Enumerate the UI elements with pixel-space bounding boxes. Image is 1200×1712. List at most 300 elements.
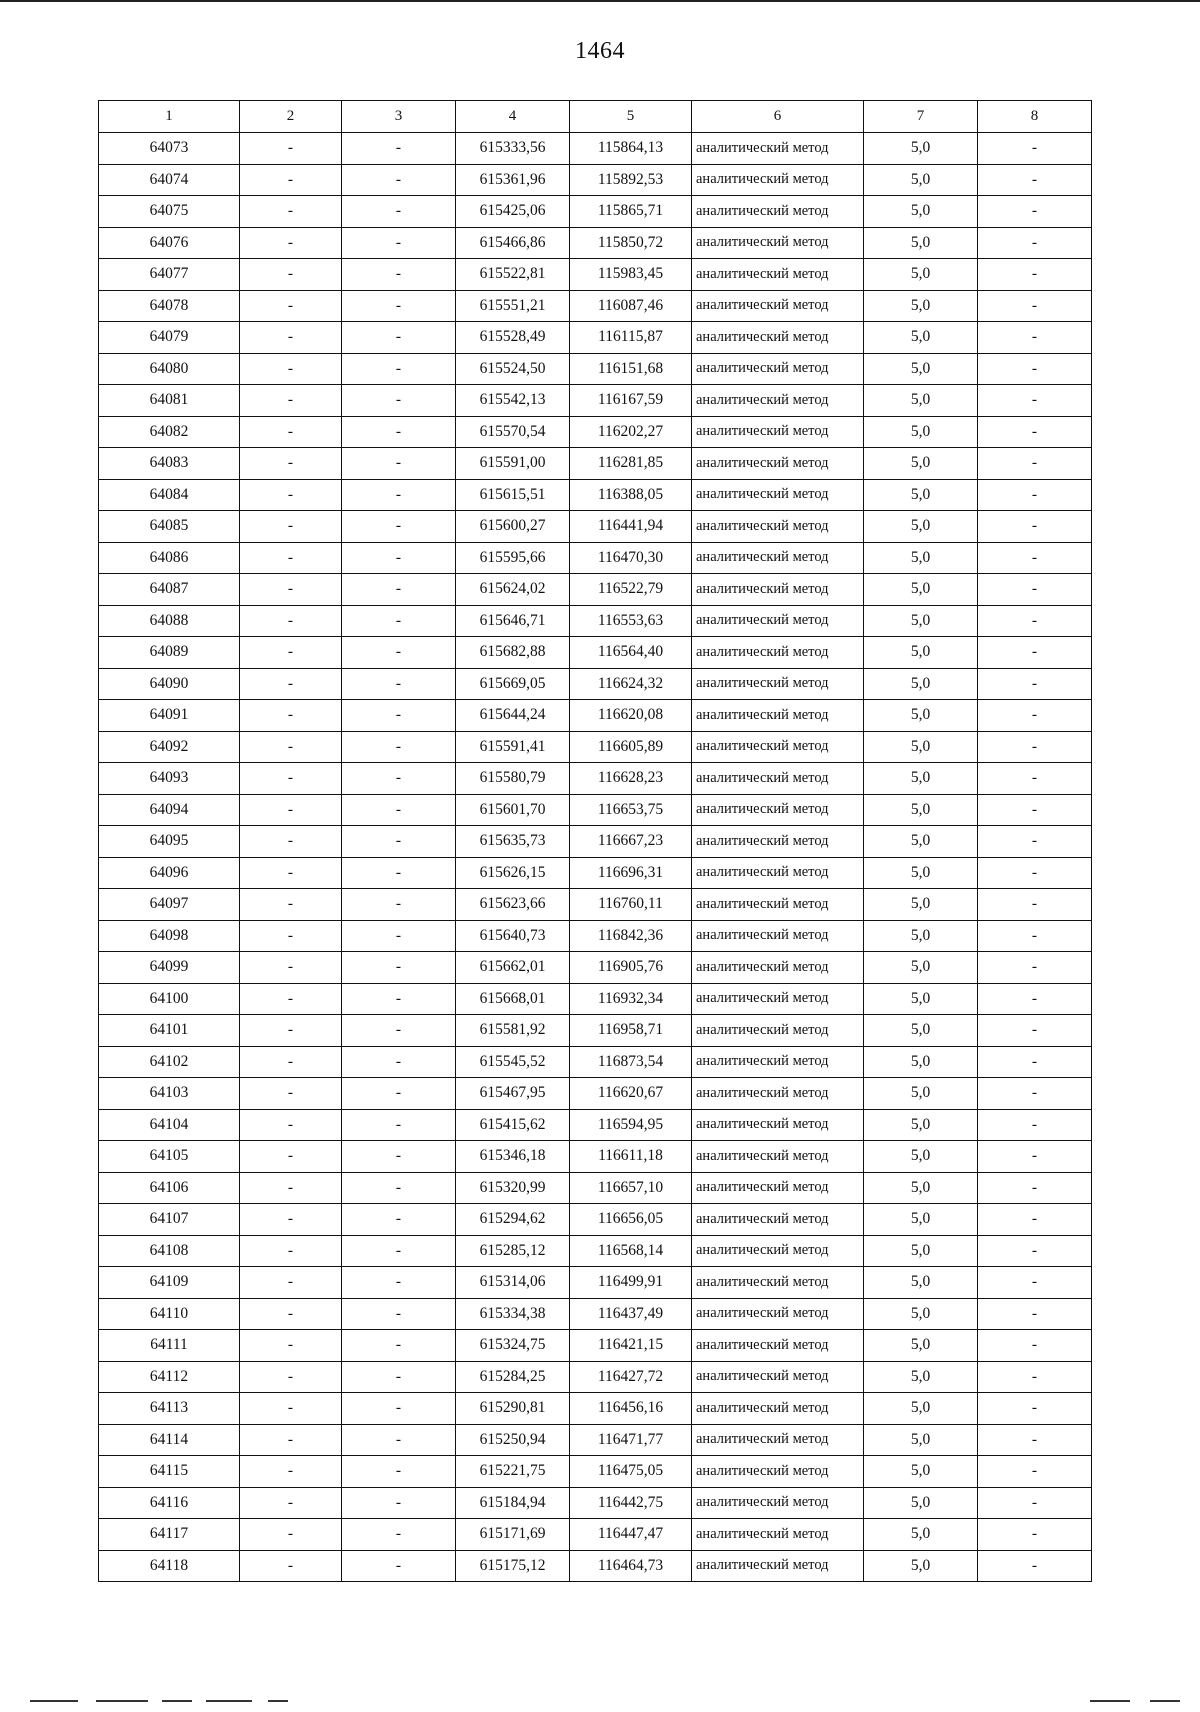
cell-accuracy: 5,0: [864, 1298, 978, 1330]
cell-method: аналитический метод: [692, 196, 864, 228]
cell-coord-x: 615591,41: [456, 731, 570, 763]
cell-point-number: 64095: [99, 826, 240, 858]
cell-coord-y: 116568,14: [570, 1235, 692, 1267]
cell-col-3-value: -: [342, 1015, 456, 1047]
cell-coord-y: 116167,59: [570, 385, 692, 417]
cell-coord-x: 615466,86: [456, 227, 570, 259]
cell-accuracy: 5,0: [864, 1235, 978, 1267]
cell-coord-x: 615615,51: [456, 479, 570, 511]
cell-col-2-value: -: [240, 794, 342, 826]
cell-coord-y: 116620,08: [570, 700, 692, 732]
cell-coord-y: 116447,47: [570, 1519, 692, 1551]
cell-point-number: 64108: [99, 1235, 240, 1267]
table-row: [99, 889, 1092, 921]
cell-col-3-value: -: [342, 889, 456, 921]
cell-coord-y: 116499,91: [570, 1267, 692, 1299]
cell-method: аналитический метод: [692, 1235, 864, 1267]
cell-coord-y: 115983,45: [570, 259, 692, 291]
cell-col-3-value: -: [342, 920, 456, 952]
cell-col-2-value: -: [240, 133, 342, 165]
cell-coord-x: 615646,71: [456, 605, 570, 637]
cell-point-number: 64111: [99, 1330, 240, 1362]
table-row: [99, 1078, 1092, 1110]
cell-coord-x: 615640,73: [456, 920, 570, 952]
cell-coord-y: 116553,63: [570, 605, 692, 637]
cell-point-number: 64084: [99, 479, 240, 511]
cell-point-number: 64102: [99, 1046, 240, 1078]
cell-coord-x: 615361,96: [456, 164, 570, 196]
cell-point-number: 64114: [99, 1424, 240, 1456]
cell-coord-x: 615184,94: [456, 1487, 570, 1519]
cell-point-number: 64099: [99, 952, 240, 984]
cell-point-number: 64106: [99, 1172, 240, 1204]
cell-coord-x: 615600,27: [456, 511, 570, 543]
cell-coord-x: 615522,81: [456, 259, 570, 291]
header-cell-col-4: 4: [456, 101, 570, 133]
cell-col-8-value: -: [978, 1267, 1092, 1299]
cell-point-number: 64083: [99, 448, 240, 480]
cell-col-8-value: -: [978, 511, 1092, 543]
cell-col-8-value: -: [978, 416, 1092, 448]
cell-accuracy: 5,0: [864, 227, 978, 259]
cell-coord-y: 116760,11: [570, 889, 692, 921]
cell-accuracy: 5,0: [864, 1361, 978, 1393]
table-row: [99, 952, 1092, 984]
cell-accuracy: 5,0: [864, 1141, 978, 1173]
cell-coord-x: 615171,69: [456, 1519, 570, 1551]
cell-col-8-value: -: [978, 889, 1092, 921]
cell-method: аналитический метод: [692, 889, 864, 921]
table-row: [99, 1487, 1092, 1519]
table-row: [99, 1330, 1092, 1362]
cell-col-2-value: -: [240, 259, 342, 291]
cell-col-2-value: -: [240, 1550, 342, 1582]
cell-accuracy: 5,0: [864, 1487, 978, 1519]
cell-coord-x: 615221,75: [456, 1456, 570, 1488]
table-row: [99, 920, 1092, 952]
cell-col-2-value: -: [240, 1456, 342, 1488]
cell-coord-x: 615580,79: [456, 763, 570, 795]
cell-method: аналитический метод: [692, 700, 864, 732]
header-cell-col-6: 6: [692, 101, 864, 133]
cell-col-3-value: -: [342, 1424, 456, 1456]
cell-coord-y: 116873,54: [570, 1046, 692, 1078]
header-cell-col-5: 5: [570, 101, 692, 133]
cell-method: аналитический метод: [692, 1424, 864, 1456]
cell-coord-y: 116464,73: [570, 1550, 692, 1582]
cell-col-8-value: -: [978, 259, 1092, 291]
cell-col-2-value: -: [240, 983, 342, 1015]
cell-method: аналитический метод: [692, 385, 864, 417]
table-row: [99, 290, 1092, 322]
cell-coord-y: 116653,75: [570, 794, 692, 826]
table-row: [99, 983, 1092, 1015]
cell-col-3-value: -: [342, 259, 456, 291]
cell-col-8-value: -: [978, 1519, 1092, 1551]
cell-point-number: 64105: [99, 1141, 240, 1173]
cell-point-number: 64089: [99, 637, 240, 669]
cell-coord-x: 615333,56: [456, 133, 570, 165]
cell-col-2-value: -: [240, 385, 342, 417]
cell-point-number: 64075: [99, 196, 240, 228]
cell-method: аналитический метод: [692, 637, 864, 669]
cell-coord-x: 615545,52: [456, 1046, 570, 1078]
cell-col-2-value: -: [240, 605, 342, 637]
cell-col-8-value: -: [978, 1456, 1092, 1488]
cell-accuracy: 5,0: [864, 1519, 978, 1551]
cell-coord-y: 116958,71: [570, 1015, 692, 1047]
cell-accuracy: 5,0: [864, 920, 978, 952]
table-row: [99, 322, 1092, 354]
table-row: [99, 259, 1092, 291]
cell-col-2-value: -: [240, 826, 342, 858]
cell-point-number: 64107: [99, 1204, 240, 1236]
cell-col-8-value: -: [978, 605, 1092, 637]
cell-accuracy: 5,0: [864, 826, 978, 858]
cell-coord-y: 116471,77: [570, 1424, 692, 1456]
cell-method: аналитический метод: [692, 1393, 864, 1425]
cell-point-number: 64112: [99, 1361, 240, 1393]
cell-accuracy: 5,0: [864, 952, 978, 984]
cell-col-2-value: -: [240, 1172, 342, 1204]
cell-col-3-value: -: [342, 542, 456, 574]
cell-coord-y: 116905,76: [570, 952, 692, 984]
cell-col-8-value: -: [978, 133, 1092, 165]
header-row: [99, 101, 1092, 133]
cell-col-8-value: -: [978, 479, 1092, 511]
cell-method: аналитический метод: [692, 353, 864, 385]
cell-method: аналитический метод: [692, 448, 864, 480]
cell-coord-x: 615314,06: [456, 1267, 570, 1299]
cell-method: аналитический метод: [692, 1267, 864, 1299]
cell-accuracy: 5,0: [864, 164, 978, 196]
header-cell-col-7: 7: [864, 101, 978, 133]
cell-coord-x: 615415,62: [456, 1109, 570, 1141]
cell-method: аналитический метод: [692, 574, 864, 606]
cell-col-3-value: -: [342, 290, 456, 322]
cell-col-2-value: -: [240, 952, 342, 984]
cell-col-3-value: -: [342, 1456, 456, 1488]
cell-col-8-value: -: [978, 322, 1092, 354]
cell-col-3-value: -: [342, 1109, 456, 1141]
cell-coord-x: 615320,99: [456, 1172, 570, 1204]
table-row: [99, 416, 1092, 448]
cell-accuracy: 5,0: [864, 1078, 978, 1110]
cell-coord-y: 115892,53: [570, 164, 692, 196]
cell-method: аналитический метод: [692, 259, 864, 291]
cell-col-2-value: -: [240, 1298, 342, 1330]
cell-col-8-value: -: [978, 1361, 1092, 1393]
cell-coord-y: 116421,15: [570, 1330, 692, 1362]
cell-col-8-value: -: [978, 1487, 1092, 1519]
cell-col-2-value: -: [240, 637, 342, 669]
cell-col-2-value: -: [240, 227, 342, 259]
cell-accuracy: 5,0: [864, 1109, 978, 1141]
table-body: [99, 133, 1092, 1582]
cell-col-8-value: -: [978, 1046, 1092, 1078]
cell-col-2-value: -: [240, 574, 342, 606]
cell-method: аналитический метод: [692, 605, 864, 637]
table-row: [99, 1267, 1092, 1299]
table-row: [99, 1141, 1092, 1173]
cell-method: аналитический метод: [692, 1109, 864, 1141]
cell-col-2-value: -: [240, 1204, 342, 1236]
cell-col-3-value: -: [342, 353, 456, 385]
cell-coord-x: 615644,24: [456, 700, 570, 732]
cell-point-number: 64090: [99, 668, 240, 700]
cell-col-8-value: -: [978, 1298, 1092, 1330]
cell-coord-y: 116442,75: [570, 1487, 692, 1519]
table-row: [99, 1393, 1092, 1425]
cell-coord-y: 116087,46: [570, 290, 692, 322]
cell-col-3-value: -: [342, 1078, 456, 1110]
cell-col-3-value: -: [342, 1172, 456, 1204]
cell-col-2-value: -: [240, 857, 342, 889]
cell-col-3-value: -: [342, 1141, 456, 1173]
cell-coord-y: 116667,23: [570, 826, 692, 858]
cell-accuracy: 5,0: [864, 290, 978, 322]
cell-point-number: 64117: [99, 1519, 240, 1551]
table-row: [99, 1015, 1092, 1047]
cell-accuracy: 5,0: [864, 542, 978, 574]
cell-col-3-value: -: [342, 196, 456, 228]
cell-coord-x: 615284,25: [456, 1361, 570, 1393]
cell-method: аналитический метод: [692, 511, 864, 543]
cell-col-8-value: -: [978, 1424, 1092, 1456]
cell-col-8-value: -: [978, 826, 1092, 858]
table-row: [99, 731, 1092, 763]
cell-accuracy: 5,0: [864, 1550, 978, 1582]
cell-point-number: 64097: [99, 889, 240, 921]
cell-col-3-value: -: [342, 416, 456, 448]
cell-point-number: 64093: [99, 763, 240, 795]
cell-accuracy: 5,0: [864, 637, 978, 669]
cell-point-number: 64085: [99, 511, 240, 543]
cell-col-2-value: -: [240, 1046, 342, 1078]
cell-col-2-value: -: [240, 1519, 342, 1551]
table-row: [99, 1456, 1092, 1488]
cell-coord-y: 116441,94: [570, 511, 692, 543]
cell-col-2-value: -: [240, 164, 342, 196]
cell-coord-x: 615581,92: [456, 1015, 570, 1047]
cell-coord-y: 116594,95: [570, 1109, 692, 1141]
cell-col-3-value: -: [342, 1046, 456, 1078]
cell-col-3-value: -: [342, 448, 456, 480]
cell-method: аналитический метод: [692, 1456, 864, 1488]
cell-col-3-value: -: [342, 637, 456, 669]
cell-col-2-value: -: [240, 1141, 342, 1173]
cell-col-8-value: -: [978, 857, 1092, 889]
table-row: [99, 164, 1092, 196]
cell-coord-x: 615324,75: [456, 1330, 570, 1362]
cell-col-8-value: -: [978, 1109, 1092, 1141]
cell-method: аналитический метод: [692, 1298, 864, 1330]
table-row: [99, 794, 1092, 826]
cell-col-8-value: -: [978, 448, 1092, 480]
cell-coord-x: 615542,13: [456, 385, 570, 417]
cell-coord-x: 615668,01: [456, 983, 570, 1015]
cell-method: аналитический метод: [692, 479, 864, 511]
table-row: [99, 1204, 1092, 1236]
page-number: 1464: [575, 38, 625, 64]
cell-col-2-value: -: [240, 322, 342, 354]
cell-col-2-value: -: [240, 1487, 342, 1519]
cell-coord-y: 116388,05: [570, 479, 692, 511]
cell-method: аналитический метод: [692, 227, 864, 259]
cell-accuracy: 5,0: [864, 353, 978, 385]
scan-edge-bottom: [0, 1700, 1200, 1703]
cell-accuracy: 5,0: [864, 385, 978, 417]
cell-method: аналитический метод: [692, 542, 864, 574]
cell-point-number: 64087: [99, 574, 240, 606]
cell-coord-y: 116437,49: [570, 1298, 692, 1330]
cell-col-3-value: -: [342, 1519, 456, 1551]
cell-coord-x: 615346,18: [456, 1141, 570, 1173]
cell-method: аналитический метод: [692, 920, 864, 952]
cell-method: аналитический метод: [692, 794, 864, 826]
cell-col-3-value: -: [342, 794, 456, 826]
table-row: [99, 227, 1092, 259]
cell-col-3-value: -: [342, 1235, 456, 1267]
cell-accuracy: 5,0: [864, 1267, 978, 1299]
cell-coord-x: 615669,05: [456, 668, 570, 700]
cell-col-2-value: -: [240, 1078, 342, 1110]
cell-coord-y: 116605,89: [570, 731, 692, 763]
cell-col-8-value: -: [978, 920, 1092, 952]
cell-accuracy: 5,0: [864, 1015, 978, 1047]
cell-col-8-value: -: [978, 952, 1092, 984]
cell-col-3-value: -: [342, 1298, 456, 1330]
cell-col-8-value: -: [978, 1393, 1092, 1425]
cell-accuracy: 5,0: [864, 794, 978, 826]
cell-method: аналитический метод: [692, 857, 864, 889]
cell-coord-y: 116202,27: [570, 416, 692, 448]
cell-col-2-value: -: [240, 196, 342, 228]
table-row: [99, 448, 1092, 480]
cell-col-8-value: -: [978, 1550, 1092, 1582]
cell-col-2-value: -: [240, 1424, 342, 1456]
cell-method: аналитический метод: [692, 1141, 864, 1173]
cell-col-8-value: -: [978, 542, 1092, 574]
cell-coord-y: 115865,71: [570, 196, 692, 228]
cell-coord-y: 116656,05: [570, 1204, 692, 1236]
cell-point-number: 64073: [99, 133, 240, 165]
cell-col-2-value: -: [240, 1109, 342, 1141]
cell-col-8-value: -: [978, 574, 1092, 606]
table-row: [99, 605, 1092, 637]
cell-method: аналитический метод: [692, 1015, 864, 1047]
cell-method: аналитический метод: [692, 1172, 864, 1204]
cell-col-3-value: -: [342, 385, 456, 417]
cell-accuracy: 5,0: [864, 479, 978, 511]
table-row: [99, 1235, 1092, 1267]
cell-method: аналитический метод: [692, 952, 864, 984]
cell-coord-x: 615334,38: [456, 1298, 570, 1330]
cell-accuracy: 5,0: [864, 1204, 978, 1236]
cell-method: аналитический метод: [692, 983, 864, 1015]
cell-method: аналитический метод: [692, 826, 864, 858]
cell-point-number: 64088: [99, 605, 240, 637]
header-cell-col-2: 2: [240, 101, 342, 133]
cell-point-number: 64101: [99, 1015, 240, 1047]
cell-col-3-value: -: [342, 605, 456, 637]
cell-col-8-value: -: [978, 1204, 1092, 1236]
cell-coord-y: 116427,72: [570, 1361, 692, 1393]
cell-accuracy: 5,0: [864, 857, 978, 889]
cell-accuracy: 5,0: [864, 416, 978, 448]
cell-col-3-value: -: [342, 1393, 456, 1425]
cell-col-8-value: -: [978, 637, 1092, 669]
table-row: [99, 700, 1092, 732]
cell-point-number: 64092: [99, 731, 240, 763]
cell-accuracy: 5,0: [864, 574, 978, 606]
cell-col-3-value: -: [342, 983, 456, 1015]
cell-accuracy: 5,0: [864, 1393, 978, 1425]
cell-col-8-value: -: [978, 164, 1092, 196]
cell-coord-y: 116456,16: [570, 1393, 692, 1425]
cell-coord-x: 615626,15: [456, 857, 570, 889]
cell-col-3-value: -: [342, 1204, 456, 1236]
table-row: [99, 826, 1092, 858]
cell-col-8-value: -: [978, 1141, 1092, 1173]
cell-coord-x: 615175,12: [456, 1550, 570, 1582]
cell-coord-y: 116624,32: [570, 668, 692, 700]
cell-point-number: 64113: [99, 1393, 240, 1425]
cell-coord-y: 116611,18: [570, 1141, 692, 1173]
cell-accuracy: 5,0: [864, 1172, 978, 1204]
table-row: [99, 133, 1092, 165]
cell-col-3-value: -: [342, 511, 456, 543]
cell-method: аналитический метод: [692, 1330, 864, 1362]
cell-point-number: 64080: [99, 353, 240, 385]
cell-method: аналитический метод: [692, 1519, 864, 1551]
cell-col-2-value: -: [240, 920, 342, 952]
cell-coord-y: 116932,34: [570, 983, 692, 1015]
cell-accuracy: 5,0: [864, 259, 978, 291]
cell-coord-y: 116657,10: [570, 1172, 692, 1204]
cell-col-8-value: -: [978, 1078, 1092, 1110]
table-row: [99, 574, 1092, 606]
cell-accuracy: 5,0: [864, 763, 978, 795]
cell-col-8-value: -: [978, 227, 1092, 259]
cell-accuracy: 5,0: [864, 511, 978, 543]
cell-method: аналитический метод: [692, 322, 864, 354]
cell-point-number: 64110: [99, 1298, 240, 1330]
cell-point-number: 64078: [99, 290, 240, 322]
cell-col-2-value: -: [240, 889, 342, 921]
cell-col-3-value: -: [342, 857, 456, 889]
header-cell-col-8: 8: [978, 101, 1092, 133]
table-header: [99, 101, 1092, 133]
cell-col-2-value: -: [240, 542, 342, 574]
cell-method: аналитический метод: [692, 763, 864, 795]
cell-point-number: 64074: [99, 164, 240, 196]
cell-accuracy: 5,0: [864, 983, 978, 1015]
cell-accuracy: 5,0: [864, 668, 978, 700]
cell-col-3-value: -: [342, 479, 456, 511]
cell-accuracy: 5,0: [864, 1424, 978, 1456]
cell-col-2-value: -: [240, 1330, 342, 1362]
cell-col-2-value: -: [240, 668, 342, 700]
cell-col-3-value: -: [342, 1361, 456, 1393]
cell-method: аналитический метод: [692, 133, 864, 165]
header-cell-col-1: 1: [99, 101, 240, 133]
cell-col-2-value: -: [240, 290, 342, 322]
cell-col-3-value: -: [342, 763, 456, 795]
cell-coord-y: 116151,68: [570, 353, 692, 385]
cell-col-8-value: -: [978, 196, 1092, 228]
cell-method: аналитический метод: [692, 731, 864, 763]
